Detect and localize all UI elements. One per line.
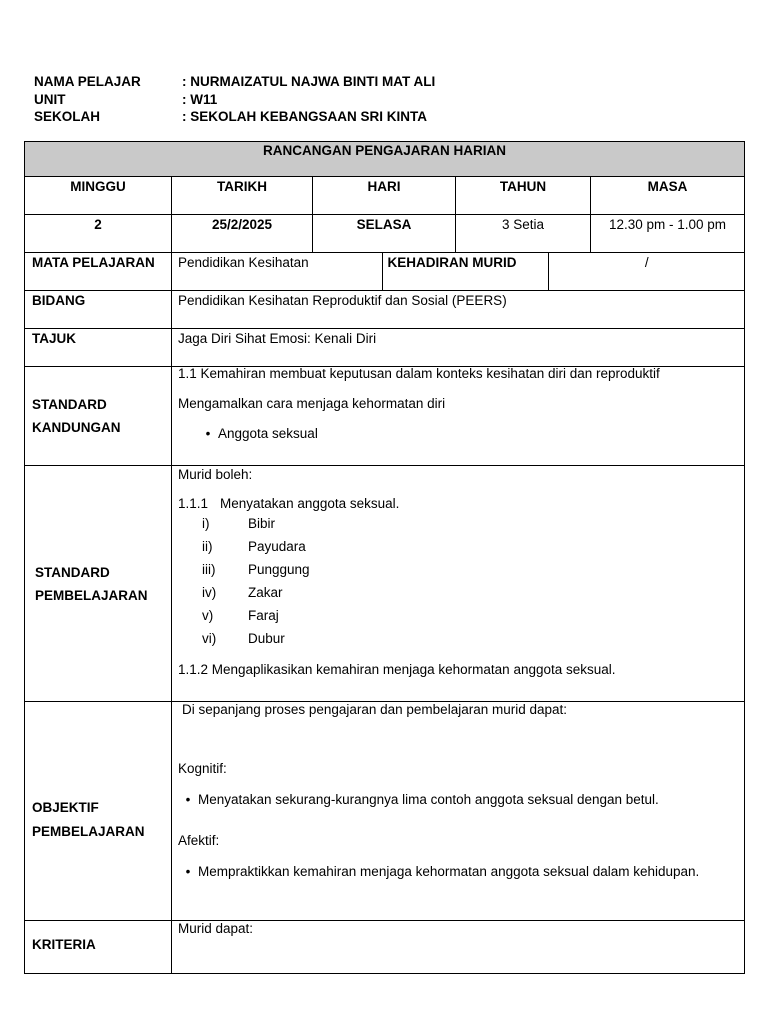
table-title: RANCANGAN PENGAJARAN HARIAN [25, 142, 745, 177]
content-line: 1.1.2 Mengaplikasikan kemahiran menjaga kehormatan anggota seksual. [178, 662, 616, 677]
label-tajuk: TAJUK [25, 329, 172, 367]
item-number: ii) [202, 539, 213, 554]
list-item-text: Mempraktikkan kemahiran menjaga kehormatan anggota seksual dalam kehidupan. [198, 864, 700, 879]
row-kriteria [25, 921, 745, 974]
list-item [178, 627, 744, 650]
content-line: Murid boleh: [178, 467, 253, 482]
header-row-unit [34, 92, 217, 107]
label-line: PEMBELAJARAN [35, 587, 148, 603]
label-bidang: BIDANG [25, 291, 172, 329]
list-item [178, 426, 744, 441]
content-standard-kandungan [172, 367, 745, 466]
value-tahun: 3 Setia [456, 215, 591, 253]
col-header-tarikh: TARIKH [172, 177, 313, 215]
value-kehadiran-murid: / [548, 253, 745, 290]
value-row [25, 215, 745, 253]
header-row-sekolah [34, 109, 427, 124]
content-line: Kognitif: [178, 761, 227, 776]
label-standard-kandungan [25, 367, 172, 466]
item-text: Payudara [248, 539, 306, 554]
value-tarikh: 25/2/2025 [172, 215, 313, 253]
content-line: Di sepanjang proses pengajaran dan pembelajaran murid dapat: [182, 702, 568, 717]
label-kriteria: KRITERIA [25, 921, 172, 974]
bullet-icon: • [185, 792, 191, 807]
row-standard-kandungan [25, 367, 745, 466]
list-item [178, 792, 744, 807]
header-value: : SEKOLAH KEBANGSAAN SRI KINTA [182, 109, 428, 124]
row-objektif-pembelajaran [25, 702, 745, 921]
col-header-masa: MASA [591, 177, 745, 215]
label-kehadiran-murid: KEHADIRAN MURID [382, 253, 548, 290]
list-item-text: Menyatakan sekurang-kurangnya lima contoh anggota seksual dengan betul. [198, 792, 659, 807]
label-mata-pelajaran: MATA PELAJARAN [25, 253, 172, 291]
value-minggu: 2 [25, 215, 172, 253]
value-mata-pelajaran: Pendidikan Kesihatan [178, 255, 309, 270]
header-row-nama [34, 74, 435, 89]
column-header-row [25, 177, 745, 215]
row-bidang [25, 291, 745, 329]
value-tajuk: Jaga Diri Sihat Emosi: Kenali Diri [172, 329, 745, 367]
item-number: iii) [202, 562, 216, 577]
content-standard-pembelajaran [172, 466, 745, 702]
label-line: PEMBELAJARAN [32, 824, 145, 839]
col-header-tahun: TAHUN [456, 177, 591, 215]
list-item [178, 496, 744, 511]
value-hari: SELASA [313, 215, 456, 253]
item-text: Menyatakan anggota seksual. [220, 496, 400, 511]
item-text: Zakar [248, 585, 283, 600]
content-objektif-pembelajaran [172, 702, 745, 921]
label-line: STANDARD [35, 564, 110, 580]
item-text: Bibir [248, 516, 276, 531]
bullet-icon: • [205, 426, 211, 441]
item-number: 1.1.1 [178, 496, 209, 511]
header-label: SEKOLAH [34, 109, 101, 124]
item-number: vi) [202, 631, 217, 646]
label-line: KANDUNGAN [32, 420, 121, 435]
header-value: : NURMAIZATUL NAJWA BINTI MAT ALI [182, 74, 436, 89]
row-standard-pembelajaran [25, 466, 745, 702]
item-number: iv) [202, 585, 217, 600]
list-item [178, 512, 744, 535]
label-line: OBJEKTIF [32, 800, 99, 815]
content-line: 1.1 Kemahiran membuat keputusan dalam konteks kesihatan diri dan reproduktif [178, 366, 660, 381]
label-standard-pembelajaran [25, 466, 172, 702]
content-line: Afektif: [178, 833, 220, 848]
value-bidang: Pendidikan Kesihatan Reproduktif dan Sosial (PEERS) [172, 291, 745, 329]
row-tajuk [25, 329, 745, 367]
label-objektif-pembelajaran [25, 702, 172, 921]
col-header-minggu: MINGGU [25, 177, 172, 215]
mata-pelajaran-inner [172, 253, 745, 290]
header-value: : W11 [182, 92, 218, 107]
list-item [178, 581, 744, 604]
list-item-text: Anggota seksual [218, 426, 318, 441]
list-item [178, 864, 744, 879]
value-masa: 12.30 pm - 1.00 pm [591, 215, 745, 253]
label-line: STANDARD [32, 397, 107, 412]
row-mata-pelajaran [25, 253, 745, 291]
header-label: UNIT [34, 92, 66, 107]
value-kriteria: Murid dapat: [172, 921, 745, 974]
content-line: Mengamalkan cara menjaga kehormatan diri [178, 396, 446, 411]
list-item [178, 535, 744, 558]
list-item [178, 604, 744, 627]
item-text: Punggung [248, 562, 310, 577]
item-number: v) [202, 608, 214, 623]
header-label: NAMA PELAJAR [34, 74, 141, 89]
list-item [178, 558, 744, 581]
item-text: Faraj [248, 608, 279, 623]
item-number: i) [202, 516, 210, 531]
bullet-icon: • [185, 864, 191, 879]
col-header-hari: HARI [313, 177, 456, 215]
item-text: Dubur [248, 631, 285, 646]
lesson-plan-table [24, 141, 745, 974]
